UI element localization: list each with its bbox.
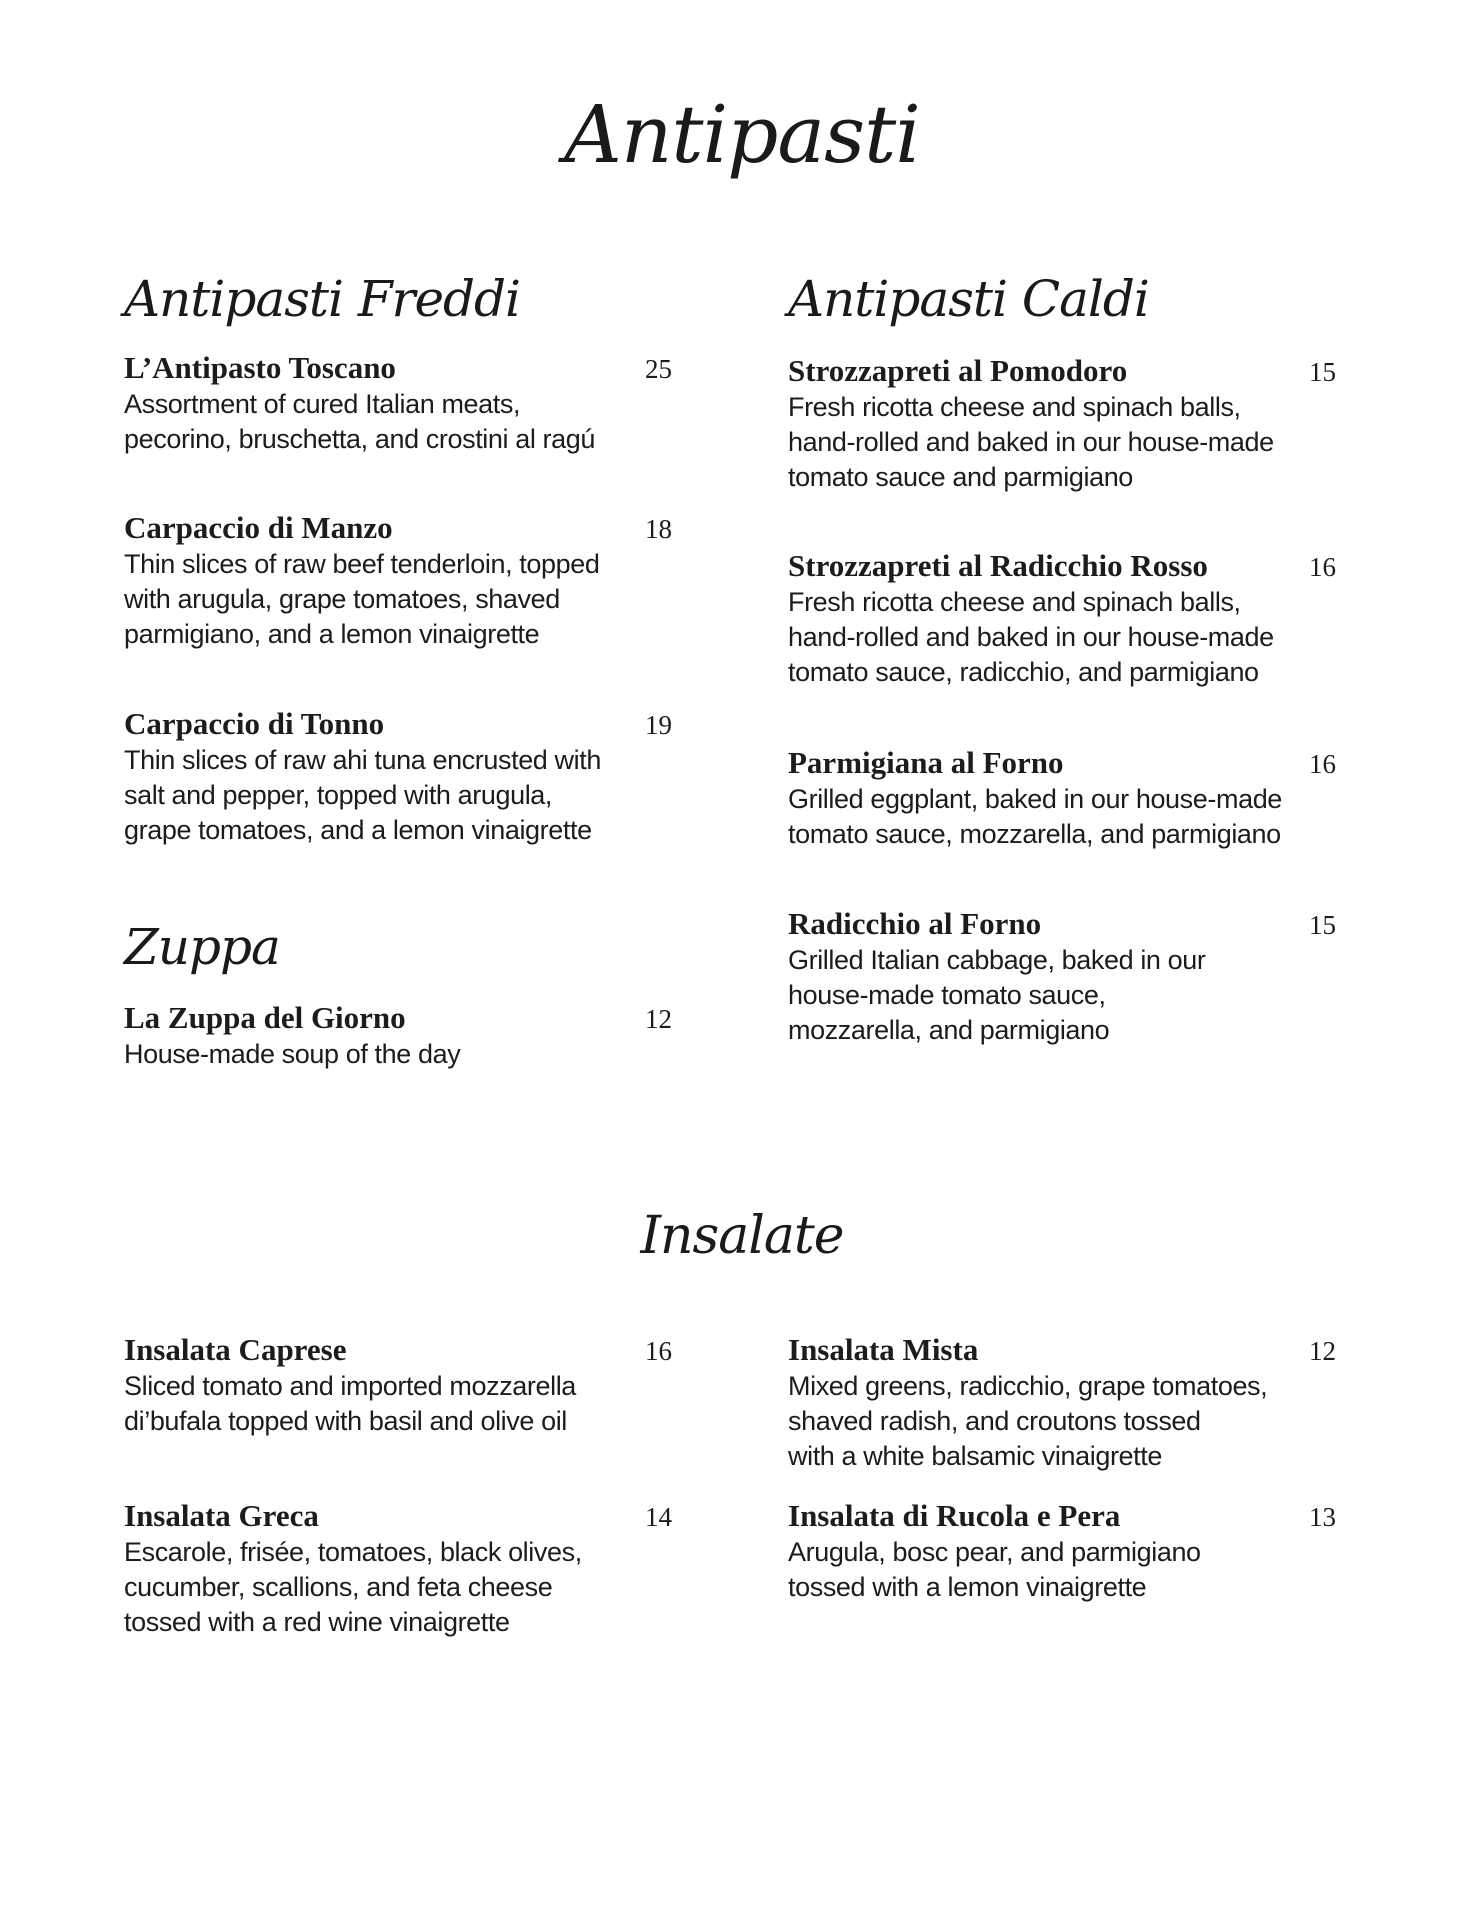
description-line: tomato sauce, radicchio, and parmigiano bbox=[788, 657, 1259, 687]
description-line: tomato sauce and parmigiano bbox=[788, 462, 1133, 492]
menu-item-description bbox=[788, 390, 1336, 495]
menu-item-price: 16 bbox=[1309, 749, 1336, 779]
page-title: Antipasti bbox=[564, 88, 920, 181]
description-line: grape tomatoes, and a lemon vinaigrette bbox=[124, 815, 592, 845]
description-line: Fresh ricotta cheese and spinach balls, bbox=[788, 587, 1241, 617]
description-line: shaved radish, and croutons tossed bbox=[788, 1406, 1201, 1436]
description-line: tomato sauce, mozzarella, and parmigiano bbox=[788, 819, 1281, 849]
description-line: Fresh ricotta cheese and spinach balls, bbox=[788, 392, 1241, 422]
menu-item-price: 15 bbox=[1309, 357, 1336, 387]
menu-item-name: Carpaccio di Tonno bbox=[124, 706, 385, 741]
menu-item bbox=[788, 548, 1336, 690]
description-line: hand-rolled and baked in our house-made bbox=[788, 622, 1274, 652]
menu-item-price: 16 bbox=[645, 1336, 672, 1366]
menu-item-name: Insalata di Rucola e Pera bbox=[788, 1498, 1121, 1533]
menu-item-price: 13 bbox=[1309, 1502, 1336, 1532]
section-heading-zuppa: Zuppa bbox=[124, 918, 280, 976]
description-line: mozzarella, and parmigiano bbox=[788, 1015, 1110, 1045]
menu-item-name: Strozzapreti al Radicchio Rosso bbox=[788, 548, 1208, 583]
menu-item bbox=[124, 510, 672, 652]
menu-item bbox=[788, 353, 1336, 495]
menu-item-name: Insalata Caprese bbox=[124, 1332, 347, 1367]
menu-item bbox=[124, 1332, 672, 1439]
menu-item-description bbox=[788, 585, 1336, 690]
description-line: Mixed greens, radicchio, grape tomatoes, bbox=[788, 1371, 1268, 1401]
menu-item-price: 14 bbox=[645, 1502, 672, 1532]
menu-item-name: Insalata Greca bbox=[124, 1498, 319, 1533]
description-line: di’bufala topped with basil and olive oil bbox=[124, 1406, 567, 1436]
menu-item-name: Strozzapreti al Pomodoro bbox=[788, 353, 1128, 388]
menu-item-description bbox=[124, 1535, 672, 1640]
menu-item-price: 12 bbox=[645, 1004, 672, 1034]
menu-item-price: 19 bbox=[645, 710, 672, 740]
menu-item-name: Carpaccio di Manzo bbox=[124, 510, 393, 545]
menu-item bbox=[788, 906, 1336, 1048]
menu-item-description bbox=[124, 1037, 672, 1072]
menu-item-description bbox=[788, 943, 1336, 1048]
description-line: Assortment of cured Italian meats, bbox=[124, 389, 521, 419]
menu-item-price: 25 bbox=[645, 354, 672, 384]
description-line: Arugula, bosc pear, and parmigiano bbox=[788, 1537, 1201, 1567]
description-line: hand-rolled and baked in our house-made bbox=[788, 427, 1274, 457]
menu-item bbox=[788, 745, 1336, 852]
description-line: cucumber, scallions, and feta cheese bbox=[124, 1572, 553, 1602]
menu-item-description bbox=[124, 1369, 672, 1439]
menu-item-name: L’Antipasto Toscano bbox=[124, 350, 396, 385]
menu-item-price: 16 bbox=[1309, 552, 1336, 582]
section-heading-antipasti-caldi: Antipasti Caldi bbox=[788, 270, 1149, 328]
menu-item-price: 12 bbox=[1309, 1336, 1336, 1366]
menu-item-description bbox=[124, 547, 672, 652]
menu-item bbox=[788, 1498, 1336, 1605]
menu-item bbox=[788, 1332, 1336, 1474]
description-line: Sliced tomato and imported mozzarella bbox=[124, 1371, 576, 1401]
menu-item-name: Radicchio al Forno bbox=[788, 906, 1042, 941]
menu-item bbox=[124, 1000, 672, 1072]
menu-item bbox=[124, 350, 672, 457]
description-line: parmigiano, and a lemon vinaigrette bbox=[124, 619, 540, 649]
menu-item-price: 15 bbox=[1309, 910, 1336, 940]
menu-item-name: Insalata Mista bbox=[788, 1332, 979, 1367]
section-heading-antipasti-freddi: Antipasti Freddi bbox=[124, 270, 521, 328]
description-line: Grilled eggplant, baked in our house-made bbox=[788, 784, 1282, 814]
description-line: house-made tomato sauce, bbox=[788, 980, 1106, 1010]
menu-item-description bbox=[124, 743, 672, 848]
description-line: Escarole, frisée, tomatoes, black olives, bbox=[124, 1537, 582, 1567]
menu-item-description bbox=[788, 1369, 1336, 1474]
description-line: salt and pepper, topped with arugula, bbox=[124, 780, 553, 810]
description-line: Grilled Italian cabbage, baked in our bbox=[788, 945, 1206, 975]
menu-item bbox=[124, 1498, 672, 1640]
description-line: tossed with a lemon vinaigrette bbox=[788, 1572, 1147, 1602]
menu-item-name: La Zuppa del Giorno bbox=[124, 1000, 406, 1035]
menu-item-name: Parmigiana al Forno bbox=[788, 745, 1064, 780]
description-line: with arugula, grape tomatoes, shaved bbox=[124, 584, 560, 614]
description-line: Thin slices of raw ahi tuna encrusted with bbox=[124, 745, 601, 775]
description-line: tossed with a red wine vinaigrette bbox=[124, 1607, 510, 1637]
description-line: with a white balsamic vinaigrette bbox=[788, 1441, 1162, 1471]
menu-item-description bbox=[124, 387, 672, 457]
description-line: Thin slices of raw beef tenderloin, topped bbox=[124, 549, 600, 579]
menu-item bbox=[124, 706, 672, 848]
section-heading-insalate: Insalate bbox=[640, 1206, 844, 1266]
menu-item-price: 18 bbox=[645, 514, 672, 544]
menu-item-description bbox=[788, 782, 1336, 852]
description-line: House-made soup of the day bbox=[124, 1039, 461, 1069]
description-line: pecorino, bruschetta, and crostini al ragú bbox=[124, 424, 595, 454]
menu-item-description bbox=[788, 1535, 1336, 1605]
